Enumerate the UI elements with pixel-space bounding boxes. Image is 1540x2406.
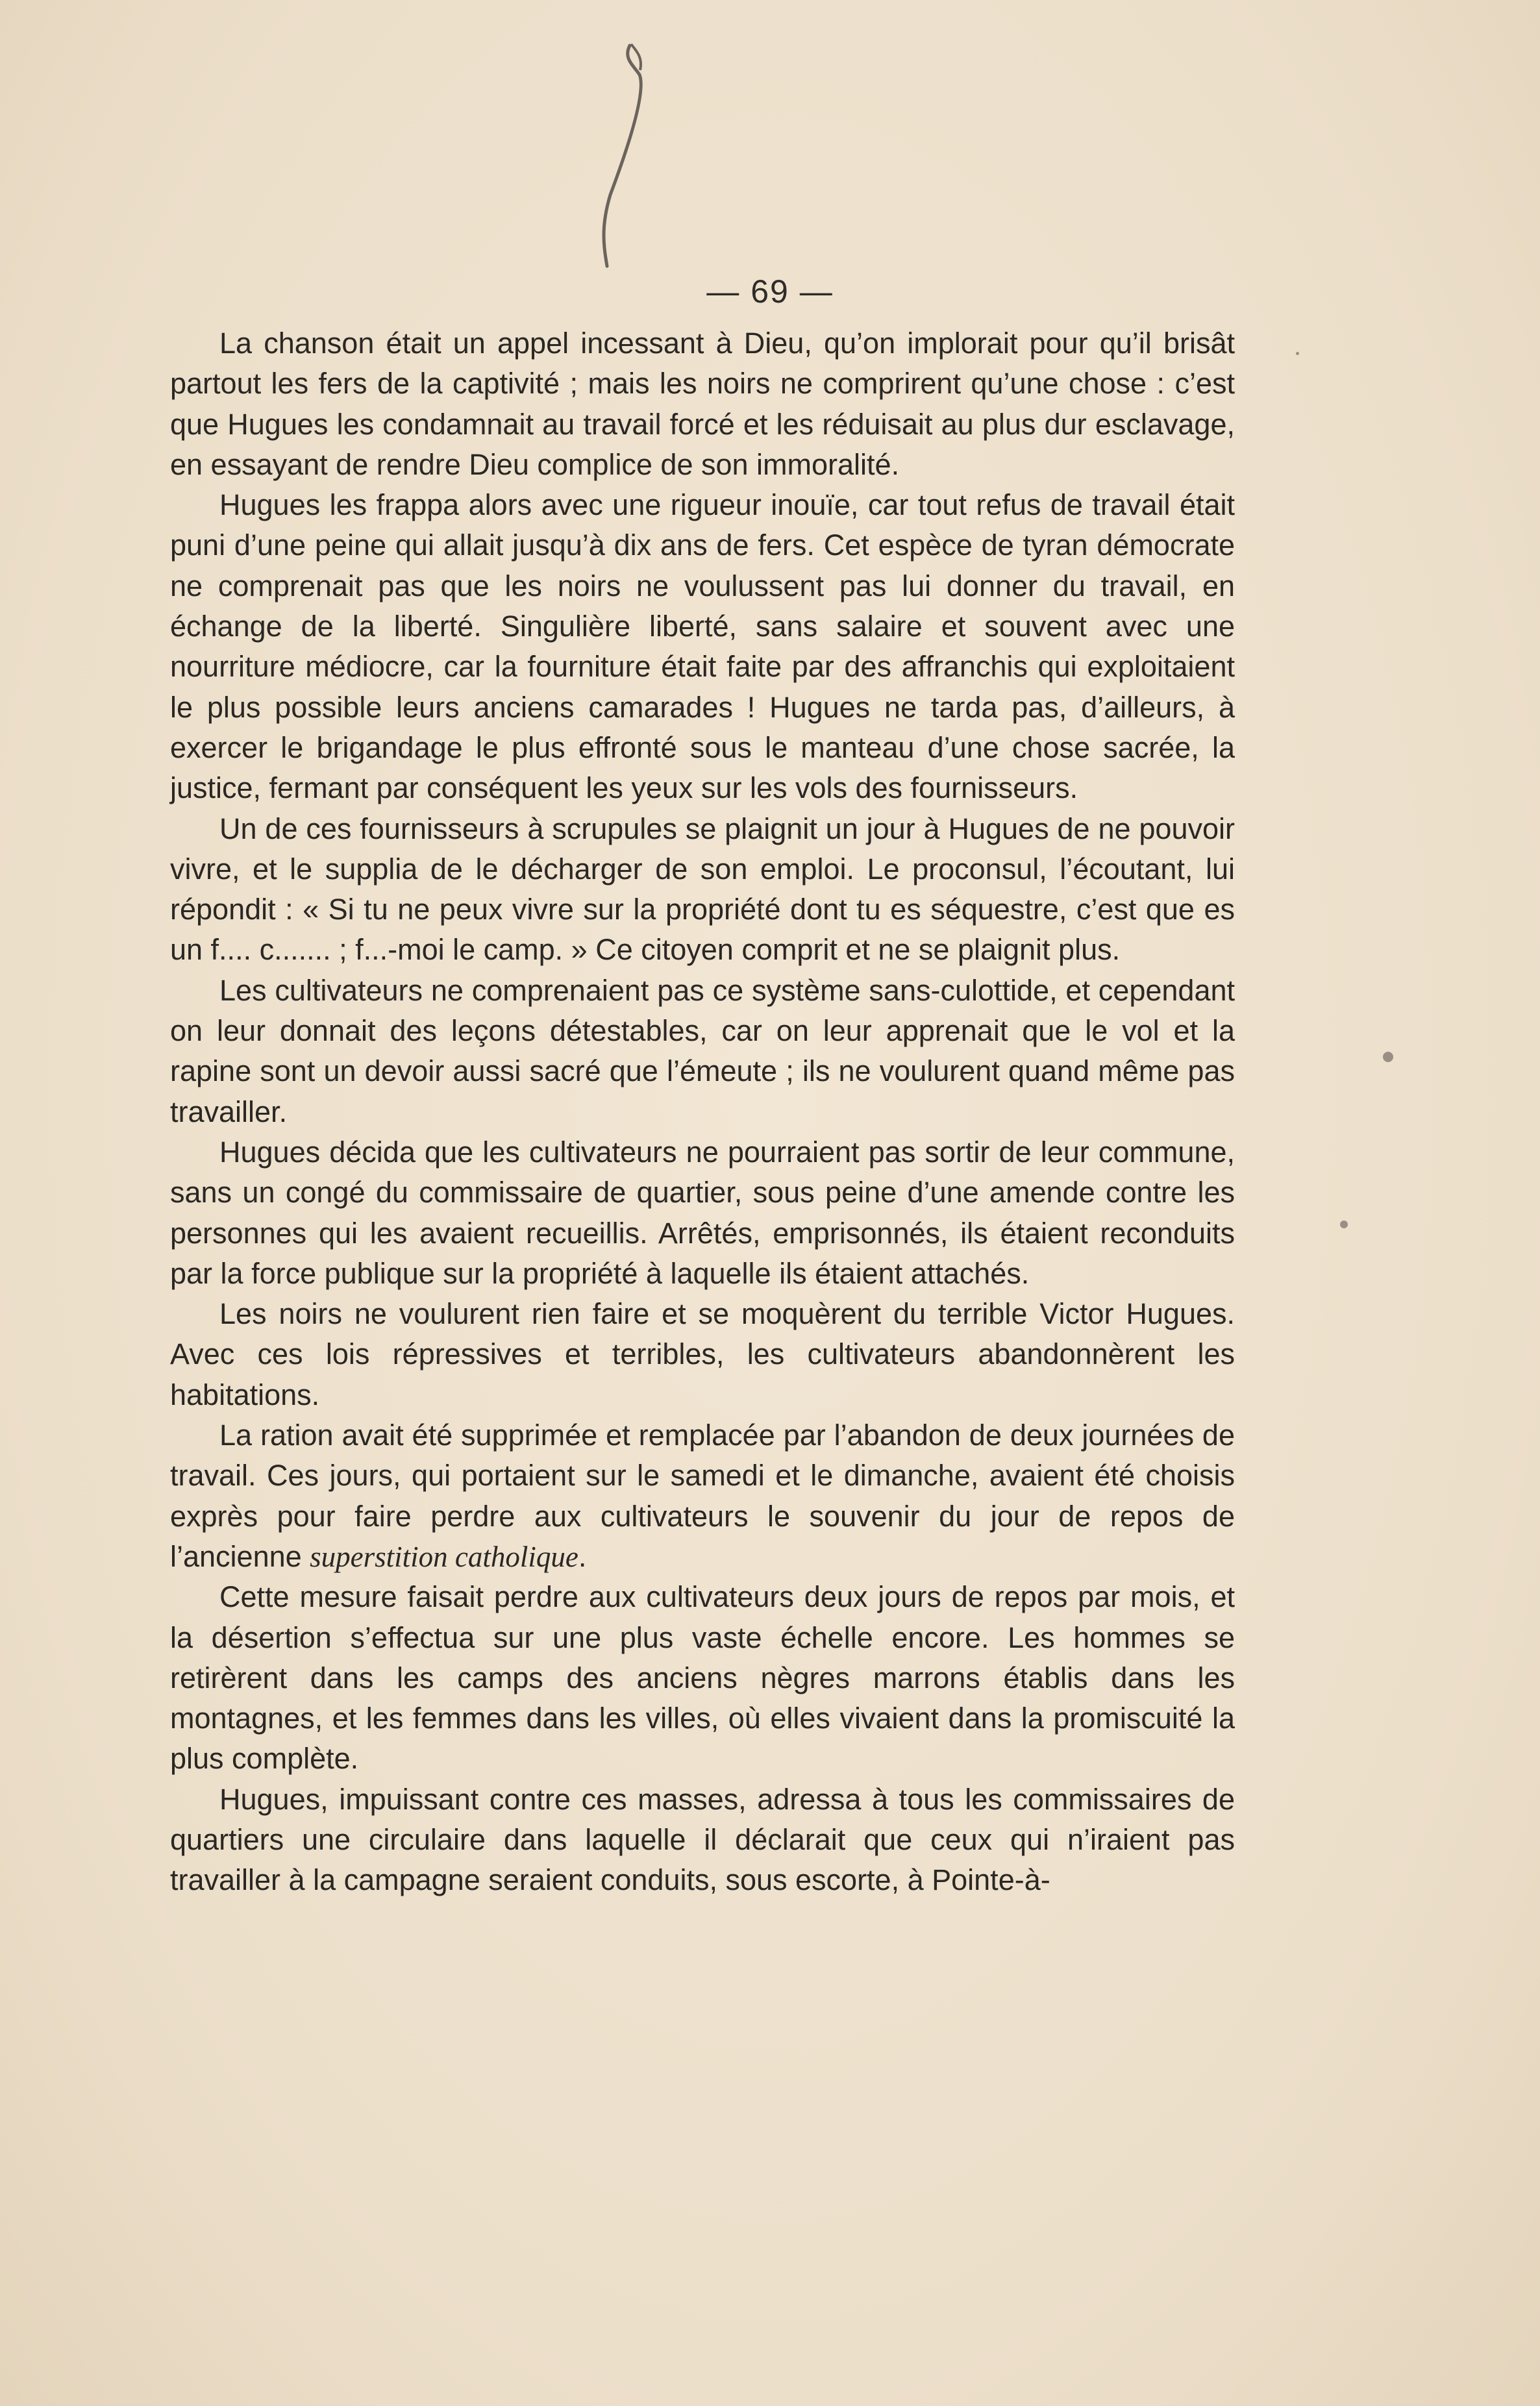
pencil-mark xyxy=(584,39,675,273)
paper-speck xyxy=(1340,1221,1348,1228)
paper-speck xyxy=(1296,352,1299,355)
ration-text: La ration avait été supprimée et remplacée par l’abandon de deux journées de travail. Ces jours, qui portaient sur le samedi et le dimanche, avaient été choisis exprès pour faire perdre aux cultivateurs le souvenir du jour de repos de l’ancienne xyxy=(170,1419,1235,1573)
paragraph-noirs: Les noirs ne voulurent rien faire et se moquèrent du terrible Victor Hugues. Avec ces lois répressives et terribles, les cultivateurs abandonnèrent les habitations. xyxy=(170,1297,1235,1411)
paper-speck xyxy=(1383,1052,1393,1062)
body-text xyxy=(170,323,1235,1901)
paragraph-circulaire: Hugues, impuissant contre ces masses, adressa à tous les commissaires de quartiers une circulaire dans laquelle il déclarait que ceux qui n’iraient pas travailler à la campagne seraient conduits, sous escorte, à Pointe-à- xyxy=(170,1782,1235,1897)
ration-emphasis: superstition catholique xyxy=(310,1540,578,1573)
paragraph-fournisseur: Un de ces fournisseurs à scrupules se plaignit un jour à Hugues de ne pouvoir vivre, et le supplia de le décharger de son emploi. Le proconsul, l’écoutant, lui répondit : « Si tu ne peux vivre sur la propriété dont tu es séquestre, c’est que es un f.... c....... ; f...-moi le camp. » Ce citoyen comprit et ne se plaignit plus. xyxy=(170,812,1235,967)
paragraph-chanson: La chanson était un appel incessant à Dieu, qu’on implorait pour qu’il brisât partout les fers de la captivité ; mais les noirs ne comprirent qu’une chose : c’est que Hugues les condamnait au travail forcé et les réduisait au plus dur esclavage, en essayant de rendre Dieu complice de son immoralité. xyxy=(170,327,1235,481)
paragraph-rigueur: Hugues les frappa alors avec une rigueur inouïe, car tout refus de travail était puni d’une peine qui allait jusqu’à dix ans de fers. Cet espèce de tyran démocrate ne comprenait pas que les noirs ne voulussent pas lui donner du travail, en échange de la liberté. Singulière liberté, sans salaire et souvent avec une nourriture médiocre, car la fourniture était faite par des affranchis qui exploitaient le plus possible leurs anciens camarades ! Hugues ne tarda pas, d’ailleurs, à exercer le brigandage le plus effronté sous le manteau d’une chose sacrée, la justice, fermant par conséquent les yeux sur les vols des fournisseurs. xyxy=(170,488,1235,805)
paragraph-mesure: Cette mesure faisait perdre aux cultivateurs deux jours de repos par mois, et la désertion s’effectua sur une plus vaste échelle encore. Les hommes se retirèrent dans les camps des anciens nègres marrons établis dans les montagnes, et les femmes dans les villes, où elles vivaient dans la promiscuité la plus complète. xyxy=(170,1580,1235,1776)
paragraph-ration xyxy=(170,1415,1235,1577)
paragraph-cultivateurs: Les cultivateurs ne comprenaient pas ce système sans-culottide, et cependant on leur donnait des leçons détestables, car on leur apprenait que le vol et la rapine sont un devoir aussi sacré que l’émeute ; ils ne voulurent quand même pas travailler. xyxy=(170,973,1235,1128)
ration-text-end: . xyxy=(578,1539,587,1573)
page-number: — 69 — xyxy=(706,273,834,310)
paragraph-conge: Hugues décida que les cultivateurs ne pourraient pas sortir de leur commune, sans un congé du commissaire de quartier, sous peine d’une amende contre les personnes qui les avaient recueillis. Arrêtés, emprisonnés, ils étaient reconduits par la force publique sur la propriété à laquelle ils étaient attachés. xyxy=(170,1135,1235,1290)
